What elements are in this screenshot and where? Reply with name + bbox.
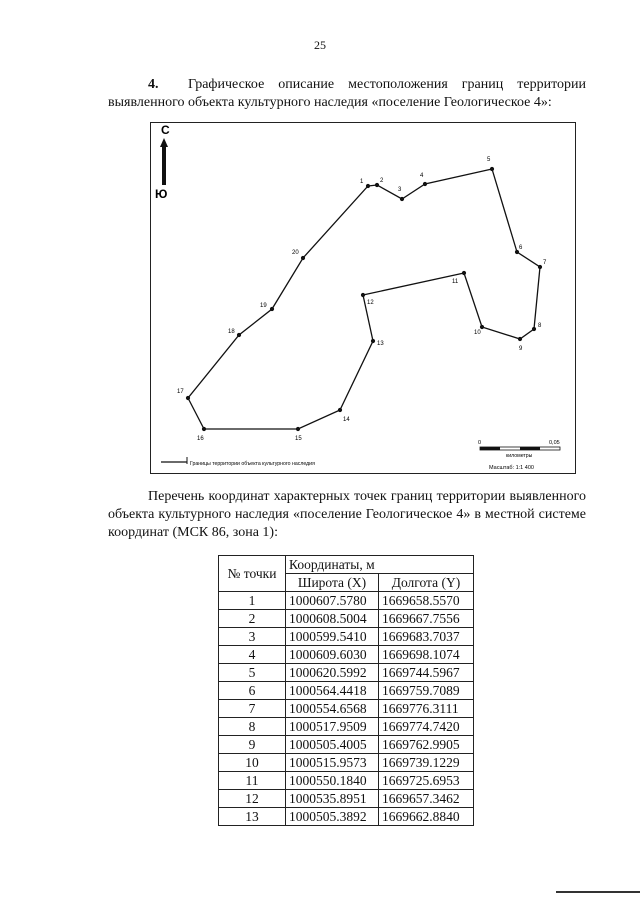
boundary-point-label: 17: [177, 389, 184, 395]
longitude-cell: 1669683.7037: [379, 628, 474, 646]
scale-unit-label: километры: [506, 453, 533, 459]
latitude-cell: 1000517.9509: [286, 718, 379, 736]
point-number-cell: 8: [219, 718, 286, 736]
header-point: № точки: [219, 556, 286, 592]
boundary-point-marker: [490, 167, 494, 171]
longitude-cell: 1669739.1229: [379, 754, 474, 772]
boundary-point-marker: [480, 325, 484, 329]
table-row: [219, 592, 474, 610]
table-row: [219, 736, 474, 754]
table-row: [219, 718, 474, 736]
boundary-point-label: 9: [519, 346, 523, 352]
longitude-cell: 1669776.3111: [379, 700, 474, 718]
boundary-point-marker: [518, 337, 522, 341]
boundary-point-marker: [400, 197, 404, 201]
boundary-point-label: 12: [367, 300, 374, 306]
point-number-cell: 3: [219, 628, 286, 646]
scale-zero-label: 0: [478, 440, 482, 446]
boundary-point-marker: [186, 396, 190, 400]
longitude-cell: 1669725.6953: [379, 772, 474, 790]
boundary-point-marker: [462, 271, 466, 275]
boundary-map-canvas: [151, 123, 575, 473]
scale-end-label: 0,05: [549, 440, 560, 446]
point-number-cell: 9: [219, 736, 286, 754]
point-number-cell: 13: [219, 808, 286, 826]
latitude-cell: 1000550.1840: [286, 772, 379, 790]
boundary-point-marker: [371, 339, 375, 343]
table-row: [219, 610, 474, 628]
boundary-point-label: 15: [295, 436, 302, 442]
header-lat: Широта (X): [286, 574, 379, 592]
latitude-cell: 1000599.5410: [286, 628, 379, 646]
longitude-cell: 1669774.7420: [379, 718, 474, 736]
boundary-point-label: 8: [538, 323, 542, 329]
longitude-cell: 1669657.3462: [379, 790, 474, 808]
boundary-point-label: 6: [519, 245, 523, 251]
table-header-row: [219, 556, 474, 574]
table-row: [219, 646, 474, 664]
boundary-points: [177, 157, 547, 442]
scale-bar-segment: [520, 447, 540, 450]
latitude-cell: 1000505.4005: [286, 736, 379, 754]
point-number-cell: 5: [219, 664, 286, 682]
table-row: [219, 664, 474, 682]
latitude-cell: 1000609.6030: [286, 646, 379, 664]
point-number-cell: 6: [219, 682, 286, 700]
latitude-cell: 1000607.5780: [286, 592, 379, 610]
point-number-cell: 11: [219, 772, 286, 790]
table-row: [219, 772, 474, 790]
compass-north-label: С: [161, 123, 170, 137]
point-number-cell: 4: [219, 646, 286, 664]
boundary-point-marker: [270, 307, 274, 311]
table-row: [219, 628, 474, 646]
compass-bar: [162, 147, 166, 185]
point-number-cell: 7: [219, 700, 286, 718]
boundary-point-marker: [237, 333, 241, 337]
longitude-cell: 1669744.5967: [379, 664, 474, 682]
boundary-point-label: 13: [377, 341, 384, 347]
point-number-cell: 12: [219, 790, 286, 808]
header-lon: Долгота (Y): [379, 574, 474, 592]
table-row: [219, 682, 474, 700]
boundary-point-marker: [338, 408, 342, 412]
boundary-point-label: 10: [474, 330, 481, 336]
latitude-cell: 1000515.9573: [286, 754, 379, 772]
longitude-cell: 1669658.5570: [379, 592, 474, 610]
boundary-point-label: 7: [543, 260, 547, 266]
map-legend: [161, 457, 315, 467]
coordinates-table: [218, 555, 474, 826]
section-heading: [108, 76, 586, 112]
boundary-point-label: 16: [197, 436, 204, 442]
scale-bar: [478, 440, 560, 471]
territory-boundary: [188, 169, 540, 429]
compass-south-label: Ю: [155, 187, 168, 201]
table-row: [219, 808, 474, 826]
boundary-point-marker: [361, 293, 365, 297]
latitude-cell: 1000620.5992: [286, 664, 379, 682]
boundary-point-marker: [538, 265, 542, 269]
page-number: 25: [314, 38, 326, 52]
boundary-point-marker: [532, 327, 536, 331]
latitude-cell: 1000505.3892: [286, 808, 379, 826]
longitude-cell: 1669762.9905: [379, 736, 474, 754]
latitude-cell: 1000554.6568: [286, 700, 379, 718]
longitude-cell: 1669759.7089: [379, 682, 474, 700]
boundary-point-label: 1: [360, 179, 364, 185]
table-row: [219, 700, 474, 718]
north-arrow-icon: [160, 138, 168, 147]
boundary-point-label: 18: [228, 329, 235, 335]
compass: [155, 123, 170, 201]
boundary-point-marker: [296, 427, 300, 431]
boundary-point-label: 2: [380, 178, 384, 184]
boundary-point-label: 11: [452, 279, 459, 285]
longitude-cell: 1669662.8840: [379, 808, 474, 826]
boundary-point-label: 20: [292, 250, 299, 256]
latitude-cell: 1000564.4418: [286, 682, 379, 700]
boundary-map: [150, 122, 576, 474]
boundary-point-marker: [375, 183, 379, 187]
boundary-point-label: 19: [260, 303, 267, 309]
boundary-point-label: 3: [398, 187, 402, 193]
point-number-cell: 2: [219, 610, 286, 628]
boundary-point-marker: [423, 182, 427, 186]
header-coords: Координаты, м: [286, 556, 474, 574]
section-number: 4.: [148, 77, 159, 92]
latitude-cell: 1000535.8951: [286, 790, 379, 808]
section-heading-text: Графическое описание местоположения границ территории выявленного объекта культурного наследия «поселение Геологическое 4»:: [108, 77, 586, 110]
boundary-point-marker: [366, 184, 370, 188]
table-row: [219, 754, 474, 772]
point-number-cell: 1: [219, 592, 286, 610]
boundary-point-marker: [202, 427, 206, 431]
scan-artifact-line: [556, 891, 640, 893]
point-number-cell: 10: [219, 754, 286, 772]
boundary-point-label: 14: [343, 417, 350, 423]
legend-label: Границы территории объекта культурного наследия: [190, 461, 315, 467]
coordinates-intro: [108, 488, 586, 542]
scale-ratio-label: Масштаб: 1:1 400: [489, 465, 534, 471]
table-body: [219, 592, 474, 826]
scale-bar-segment: [480, 447, 500, 450]
boundary-point-marker: [301, 256, 305, 260]
coordinates-intro-text: Перечень координат характерных точек границ территории выявленного объекта культурного наследия «поселение Геологическое 4» в местной системе координат (МСК 86, зона 1):: [108, 489, 586, 540]
boundary-point-label: 5: [487, 157, 491, 163]
longitude-cell: 1669698.1074: [379, 646, 474, 664]
latitude-cell: 1000608.5004: [286, 610, 379, 628]
longitude-cell: 1669667.7556: [379, 610, 474, 628]
table-row: [219, 790, 474, 808]
boundary-point-label: 4: [420, 173, 424, 179]
